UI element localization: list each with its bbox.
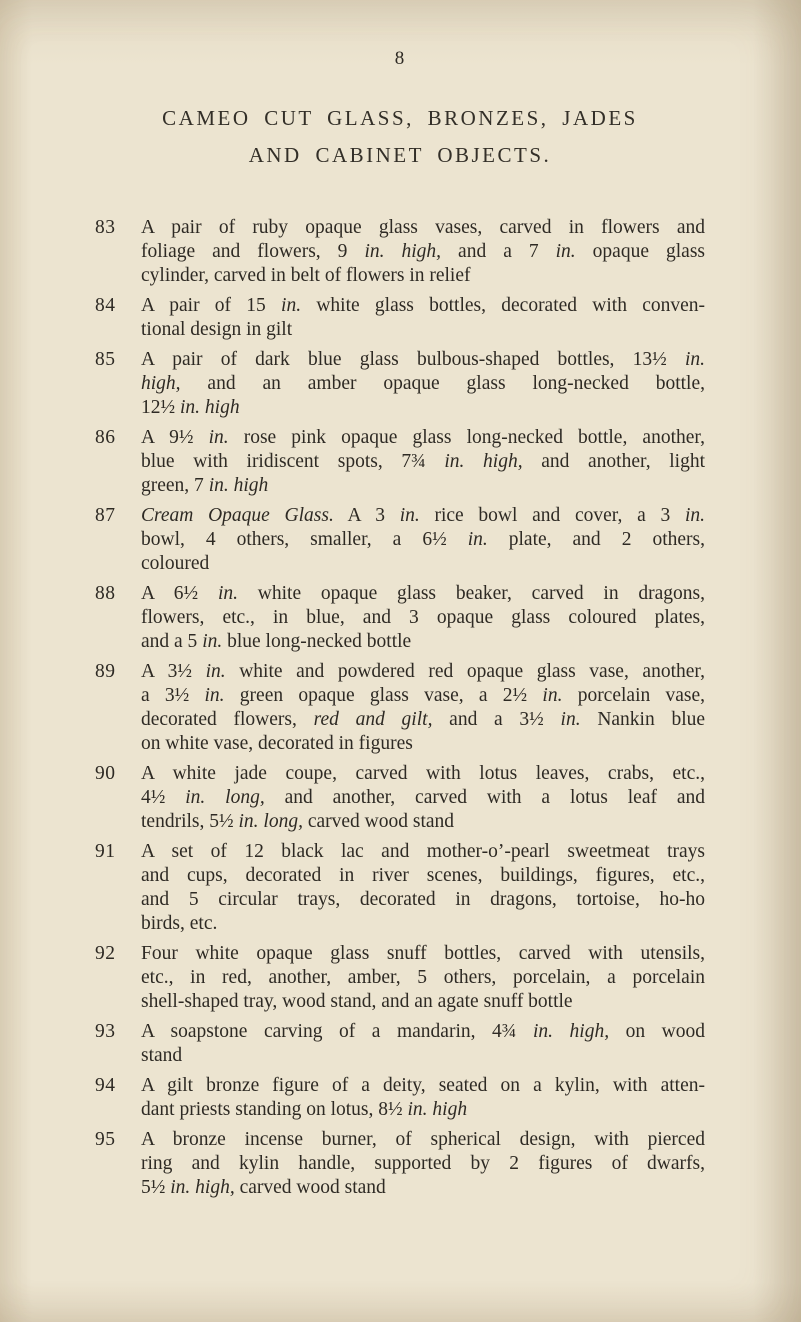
lot-description — [141, 216, 705, 288]
text-segment: white and powdered red opaque glass vase, another, — [225, 661, 705, 682]
lot-number: 90 — [95, 763, 116, 784]
lot-number: 84 — [95, 295, 116, 316]
text-line — [141, 216, 705, 240]
text-line — [141, 966, 705, 990]
text-line — [141, 864, 705, 888]
italic-text-segment: Cream Opaque Glass. — [141, 505, 334, 526]
text-segment: tional design in gilt — [141, 319, 293, 340]
text-line — [141, 264, 705, 288]
text-segment: opaque glass — [575, 241, 705, 262]
lot-number: 92 — [95, 943, 116, 964]
italic-text-segment: in. — [205, 661, 226, 682]
text-segment: and a 5 — [141, 631, 203, 652]
text-segment: 4½ — [141, 787, 186, 808]
text-line — [141, 912, 705, 936]
italic-text-segment: in. — [202, 631, 223, 652]
text-line — [141, 942, 705, 966]
text-segment: on wood — [609, 1021, 705, 1042]
italic-text-segment: in. — [217, 583, 239, 604]
text-line — [141, 528, 705, 552]
text-segment: and another, light — [522, 451, 705, 472]
lot-number: 85 — [95, 349, 116, 370]
text-segment: A 3 — [333, 505, 400, 526]
text-segment: and another, carved with a lotus leaf and — [264, 787, 705, 808]
text-line — [141, 504, 705, 528]
text-line — [141, 810, 705, 834]
lot-entry — [95, 216, 705, 288]
section-heading-line1: CAMEO CUT GLASS, BRONZES, JADES — [162, 106, 638, 130]
italic-text-segment: in. high, — [364, 241, 442, 262]
text-line — [141, 990, 705, 1014]
text-segment: rice bowl and cover, a 3 — [419, 505, 685, 526]
italic-text-segment: in. high — [180, 397, 240, 418]
text-segment: Nankin blue — [580, 709, 706, 730]
italic-text-segment: in. high, — [444, 451, 523, 472]
text-segment: A 6½ — [141, 583, 218, 604]
section-heading-line2: AND CABINET OBJECTS. — [248, 143, 552, 167]
lot-entry — [95, 840, 705, 936]
text-segment: Four white opaque glass snuff bottles, carved with utensils, — [141, 943, 705, 964]
text-segment: etc., in red, another, amber, 5 others, porcelain, a porcelain — [141, 967, 705, 988]
text-line — [141, 708, 705, 732]
italic-text-segment: in. high, — [532, 1021, 610, 1042]
italic-text-segment: red and gilt, — [313, 709, 433, 730]
text-line — [141, 1128, 705, 1152]
italic-text-segment: in. high, — [170, 1177, 235, 1198]
lot-description — [141, 840, 705, 936]
lot-entry — [95, 762, 705, 834]
italic-text-segment: in. — [560, 709, 581, 730]
text-segment: and a 3½ — [432, 709, 561, 730]
text-line — [141, 888, 705, 912]
italic-text-segment: in. — [555, 241, 576, 262]
text-line — [141, 732, 705, 756]
text-segment: birds, etc. — [141, 913, 218, 934]
italic-text-segment: in. — [467, 529, 488, 550]
text-segment: white glass bottles, decorated with conven- — [301, 295, 705, 316]
text-segment: rose pink opaque glass long-necked bottle, another, — [228, 427, 705, 448]
text-line — [141, 318, 705, 342]
italic-text-segment: in. — [542, 685, 563, 706]
lot-entry — [95, 294, 705, 342]
text-segment: shell-shaped tray, wood stand, and an agate snuff bottle — [141, 991, 573, 1012]
text-segment: ring and kylin handle, supported by 2 figures of dwarfs, — [141, 1153, 705, 1174]
lot-description — [141, 426, 705, 498]
text-line — [141, 552, 705, 576]
text-segment: foliage and flowers, 9 — [141, 241, 365, 262]
lot-description — [141, 942, 705, 1014]
lot-description — [141, 660, 705, 756]
italic-text-segment: in. — [208, 427, 229, 448]
lot-entry — [95, 660, 705, 756]
lots-list — [95, 216, 705, 1200]
text-segment: A white jade coupe, carved with lotus leaves, crabs, etc., — [141, 763, 705, 784]
lot-entry — [95, 348, 705, 420]
text-segment: and 5 circular trays, decorated in dragons, tortoise, ho-ho — [141, 889, 705, 910]
text-segment: on white vase, decorated in figures — [141, 733, 413, 754]
lot-entry — [95, 426, 705, 498]
lot-number: 87 — [95, 505, 116, 526]
text-segment: blue with iridiscent spots, 7¾ — [141, 451, 445, 472]
text-segment: decorated flowers, — [141, 709, 314, 730]
italic-text-segment: in. — [684, 349, 705, 370]
text-segment: plate, and 2 others, — [487, 529, 705, 550]
text-segment: 5½ — [141, 1177, 171, 1198]
text-segment: A pair of dark blue glass bulbous-shaped bottles, 13½ — [141, 349, 685, 370]
text-line — [141, 1098, 705, 1122]
text-segment: stand — [141, 1045, 183, 1066]
text-line — [141, 372, 705, 396]
text-segment: coloured — [141, 553, 210, 574]
text-segment: tendrils, 5½ — [141, 811, 239, 832]
text-line — [141, 630, 705, 654]
lot-number: 95 — [95, 1129, 116, 1150]
italic-text-segment: high, — [141, 373, 181, 394]
lot-entry — [95, 504, 705, 576]
lot-entry — [95, 582, 705, 654]
text-line — [141, 786, 705, 810]
italic-text-segment: in. — [684, 505, 705, 526]
text-line — [141, 396, 705, 420]
italic-text-segment: in. high — [407, 1099, 468, 1120]
italic-text-segment: in. — [281, 295, 302, 316]
lot-number: 91 — [95, 841, 116, 862]
text-segment: a 3½ — [141, 685, 205, 706]
text-line — [141, 474, 705, 498]
italic-text-segment: in. high — [208, 475, 269, 496]
lot-number: 93 — [95, 1021, 116, 1042]
text-segment: bowl, 4 others, smaller, a 6½ — [141, 529, 468, 550]
lot-number: 88 — [95, 583, 116, 604]
lot-description — [141, 1074, 705, 1122]
text-line — [141, 762, 705, 786]
lot-description — [141, 762, 705, 834]
lot-number: 86 — [95, 427, 116, 448]
lot-number: 89 — [95, 661, 116, 682]
text-segment: porcelain vase, — [562, 685, 705, 706]
text-line — [141, 840, 705, 864]
lot-entry — [95, 1074, 705, 1122]
lot-description — [141, 1128, 705, 1200]
text-line — [141, 348, 705, 372]
text-line — [141, 294, 705, 318]
text-segment: A 9½ — [141, 427, 209, 448]
text-segment: white opaque glass beaker, carved in dragons, — [238, 583, 705, 604]
text-line — [141, 1152, 705, 1176]
text-segment: dant priests standing on lotus, 8½ — [141, 1099, 408, 1120]
text-segment: A pair of ruby opaque glass vases, carved in flowers and — [141, 217, 705, 238]
lot-description — [141, 1020, 705, 1068]
text-line — [141, 684, 705, 708]
text-segment: A 3½ — [141, 661, 206, 682]
text-line — [141, 1074, 705, 1098]
page-number: 8 — [394, 48, 406, 69]
italic-text-segment: in. — [399, 505, 420, 526]
text-segment: and cups, decorated in river scenes, buildings, figures, etc., — [141, 865, 705, 886]
text-segment: 12½ — [141, 397, 180, 418]
italic-text-segment: in. long, — [238, 811, 303, 832]
lot-description — [141, 348, 705, 420]
lot-number: 83 — [95, 217, 116, 238]
text-line — [141, 1176, 705, 1200]
italic-text-segment: in. — [204, 685, 225, 706]
text-segment: carved wood stand — [234, 1177, 386, 1198]
lot-entry — [95, 1128, 705, 1200]
text-segment: carved wood stand — [302, 811, 455, 832]
text-line — [141, 1020, 705, 1044]
lot-number: 94 — [95, 1075, 116, 1096]
italic-text-segment: in. long, — [185, 787, 265, 808]
text-segment: blue long-necked bottle — [222, 631, 412, 652]
text-segment: green, 7 — [141, 475, 209, 496]
text-segment: A gilt bronze figure of a deity, seated on a kylin, with atten- — [141, 1075, 705, 1096]
text-line — [141, 660, 705, 684]
text-line — [141, 426, 705, 450]
lot-entry — [95, 942, 705, 1014]
text-line — [141, 606, 705, 630]
text-segment: and a 7 — [441, 241, 556, 262]
text-line — [141, 582, 705, 606]
text-segment: green opaque glass vase, a 2½ — [224, 685, 543, 706]
lot-description — [141, 582, 705, 654]
text-segment: cylinder, carved in belt of flowers in relief — [141, 265, 471, 286]
text-segment: A soapstone carving of a mandarin, 4¾ — [141, 1021, 533, 1042]
text-line — [141, 240, 705, 264]
text-segment: A bronze incense burner, of spherical design, with pierced — [141, 1129, 705, 1150]
text-line — [141, 450, 705, 474]
text-line — [141, 1044, 705, 1068]
text-segment: flowers, etc., in blue, and 3 opaque glass coloured plates, — [141, 607, 705, 628]
text-segment: A set of 12 black lac and mother-o’-pearl sweetmeat trays — [141, 841, 705, 862]
lot-entry — [95, 1020, 705, 1068]
section-heading — [95, 100, 705, 174]
text-segment: A pair of 15 — [141, 295, 282, 316]
text-segment: and an amber opaque glass long-necked bottle, — [180, 373, 705, 394]
lot-description — [141, 294, 705, 342]
lot-description — [141, 504, 705, 576]
